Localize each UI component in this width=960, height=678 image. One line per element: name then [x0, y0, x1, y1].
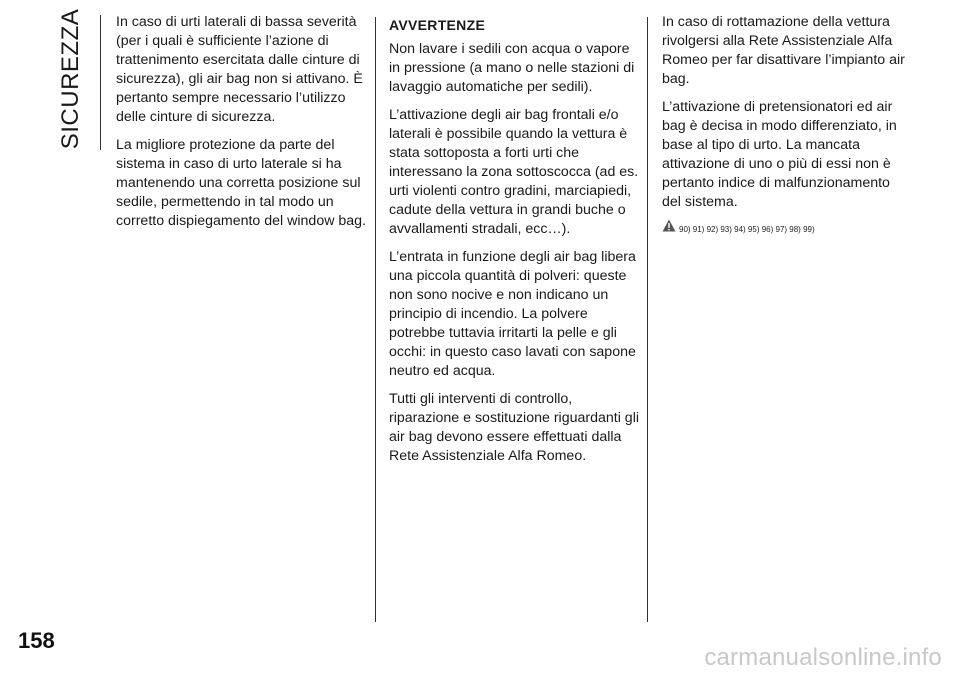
warning-references — [662, 219, 912, 235]
col2-paragraph-4: Tutti gli interventi di controllo, riparazione e sostituzione riguardanti gli air bag devono essere effettuati dalla Rete Assistenziale Alfa Romeo. — [389, 391, 639, 464]
column-3 — [662, 13, 912, 235]
col2-paragraph-1: Non lavare i sedili con acqua o vapore in pressione (a mano o nelle stazioni di lavaggio automatiche per sedili). — [389, 41, 635, 95]
column-2 — [389, 13, 639, 475]
warning-reference-numbers: 90) 91) 92) 93) 94) 95) 96) 97) 98) 99) — [679, 225, 815, 234]
section-title — [51, 9, 91, 149]
page-number: 158 — [18, 628, 55, 653]
section-title-text: SICUREZZA — [57, 8, 84, 150]
warning-triangle-icon — [662, 219, 676, 232]
col3-paragraph-2: L’attivazione di pretensionatori ed air bag è decisa in modo differenziato, in base al tipo di urto. La mancata attivazione di uno o più di essi non è pertanto indice di malfunzionamento del sistema. — [662, 99, 897, 210]
col2-paragraph-2: L’attivazione degli air bag frontali e/o laterali è possibile quando la vettura è stata sottoposta a forti urti che interessano la zona sottoscocca (ad es. urti violenti contro gradini, marciapiedi, cadute della vettura in grandi buche o avvallamenti stradali, ecc…). — [389, 107, 639, 237]
col3-paragraph-1: In caso di rottamazione della vettura rivolgersi alla Rete Assistenziale Alfa Romeo per far disattivare l’impianto air bag. — [662, 14, 905, 87]
column-divider-2 — [647, 17, 648, 622]
col1-paragraph-2: La migliore protezione da parte del sistema in caso di urto laterale si ha mantenendo una corretta posizione sul sedile, permettendo in tal modo un corretto dispiegamento del window bag. — [116, 137, 367, 229]
col1-paragraph-1: In caso di urti laterali di bassa severità (per i quali è sufficiente l’azione di trattenimento esercitata dalle cinture di sicurezza), gli air bag non si attivano. È pertanto sempre necessario l’utilizzo delle cinture di sicurezza. — [116, 14, 363, 125]
section-title-divider — [100, 15, 101, 150]
warnings-heading: AVVERTENZE — [389, 17, 486, 33]
watermark: carmanualsonline.info — [704, 644, 942, 671]
column-1 — [116, 13, 366, 240]
column-divider-1 — [375, 17, 376, 622]
col2-paragraph-3: L’entrata in funzione degli air bag libera una piccola quantità di polveri: queste non sono nocive e non indicano un principio di incendio. La polvere potrebbe tuttavia irritarti la pelle e gli occhi: in questo caso lavati con sapone neutro ed acqua. — [389, 249, 636, 379]
